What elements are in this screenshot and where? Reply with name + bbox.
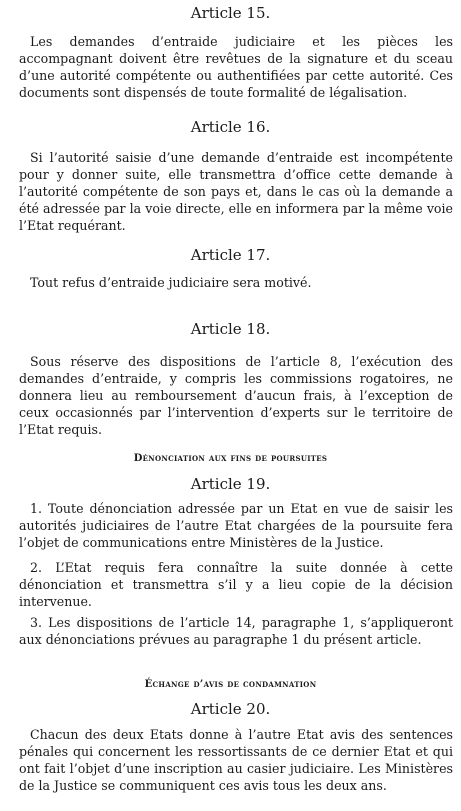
article-15-title: Article 15. <box>190 4 271 22</box>
article-17-text: Tout refus d’entraide judiciaire sera motivé. <box>30 275 312 290</box>
article-15-text: Les demandes d’entraide judiciaire et les pièces les accompagnant doivent être revêtues de la signature et du sceau d’une autorité compétente ou authentifiées par cette autorité. Ces documents sont dispensés de toute formalité de légalisation. <box>19 34 453 100</box>
article-18-title: Article 18. <box>190 320 271 338</box>
section-heading-denonciation: Dénonciation aux fins de poursuites <box>133 453 328 464</box>
section-heading-echange: Échange d’avis de condamnation <box>144 679 317 690</box>
article-19-paragraph-1: 1. Toute dénonciation adressée par un Etat en vue de saisir les autorités judiciaires de l’autre Etat chargées de la poursuite fera l’objet de communications entre Ministères de la Justice. <box>19 501 453 550</box>
article-20-text: Chacun des deux Etats donne à l’autre Etat avis des sentences pénales qui concernent les ressortissants de ce dernier Etat et qui ont fait l’objet d’une inscription au casier judiciaire. Les Ministères de la Justice se communiquent ces avis tous les deux ans. <box>19 727 453 793</box>
article-20-title: Article 20. <box>190 700 271 718</box>
article-19-title: Article 19. <box>190 475 271 493</box>
article-16-text: Si l’autorité saisie d’une demande d’entraide est incompétente pour y donner suite, elle transmettra d’office cette demande à l’autorité compétente de son pays et, dans le cas où la demande a été adressée par la voie directe, elle en informera par la même voie l’Etat requérant. <box>19 150 453 233</box>
article-17-title: Article 17. <box>190 246 271 264</box>
article-19-paragraph-2: 2. L’Etat requis fera connaître la suite donnée à cette dénonciation et transmettra s’il y a lieu copie de la décision intervenue. <box>19 560 453 609</box>
article-19-paragraph-3: 3. Les dispositions de l’article 14, paragraphe 1, s’appliqueront aux dénonciations prévues au paragraphe 1 du présent article. <box>19 615 453 647</box>
article-18-text: Sous réserve des dispositions de l’article 8, l’exécution des demandes d’entraide, y compris les commissions rogatoires, ne donnera lieu au remboursement d’aucun frais, à l’exception de ceux occasionnés par l’intervention d’experts sur le territoire de l’Etat requis. <box>19 354 453 437</box>
article-16-title: Article 16. <box>190 118 271 136</box>
